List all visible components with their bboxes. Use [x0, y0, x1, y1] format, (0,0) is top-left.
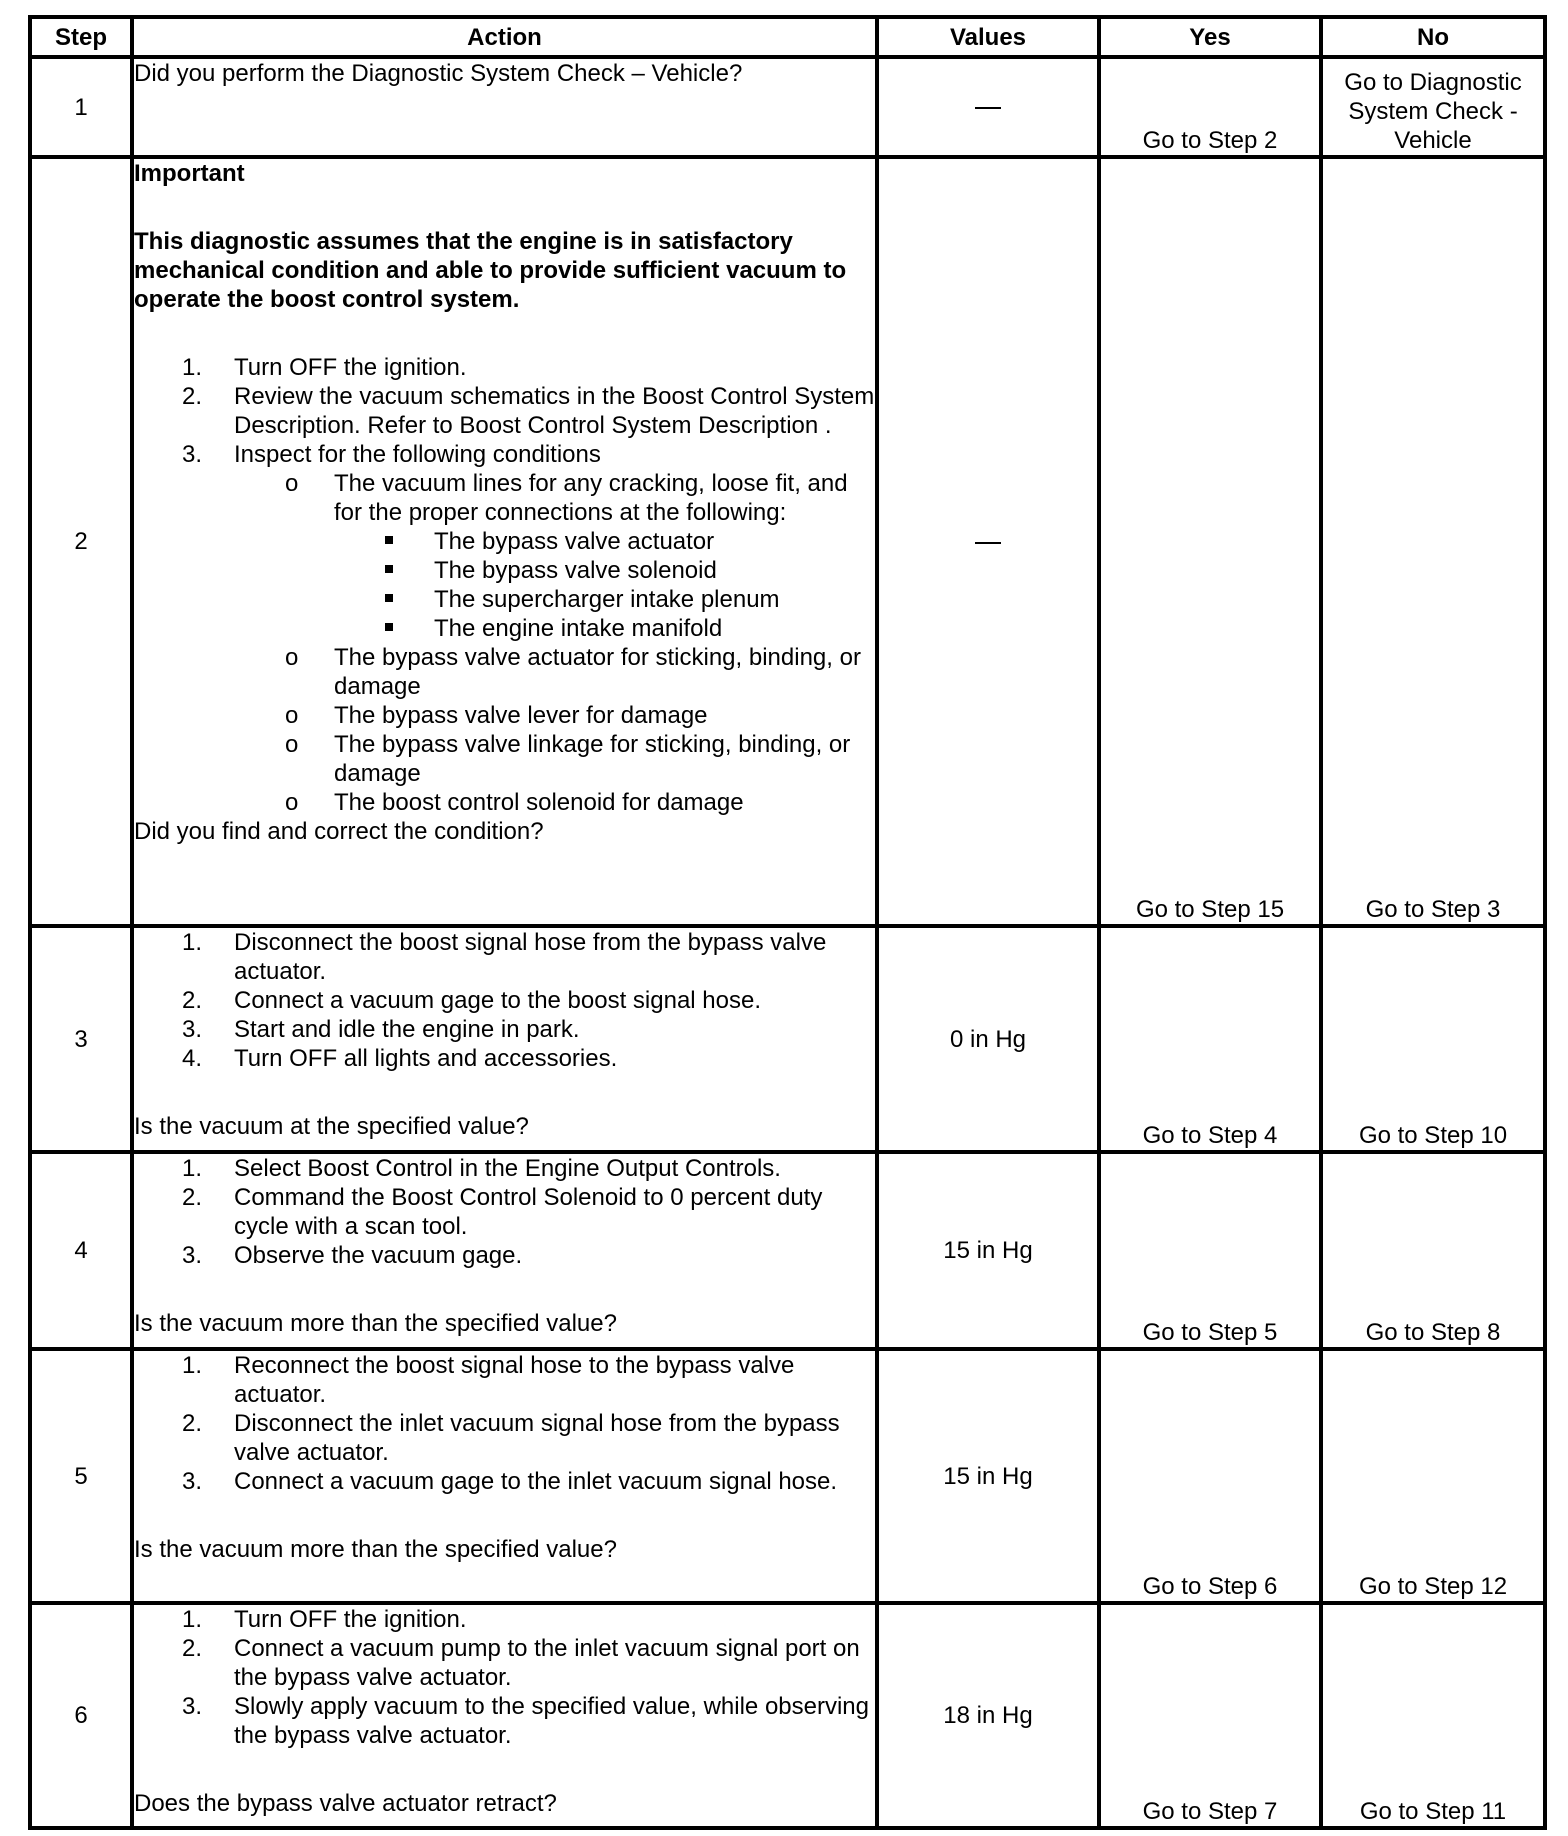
list-item: 2. Disconnect the inlet vacuum signal hose from the bypass valve actuator.: [182, 1410, 840, 1466]
action-list: [134, 1351, 875, 1496]
list-item: 1. Reconnect the boost signal hose to the bypass valve actuator.: [182, 1352, 795, 1408]
step-question: Did you perform the Diagnostic System Check – Vehicle?: [134, 60, 743, 87]
value-cell: 15 in Hg: [877, 1349, 1099, 1603]
value-cell: 0 in Hg: [877, 926, 1099, 1152]
connection-list: [334, 527, 875, 643]
list-item: The bypass valve actuator: [334, 527, 875, 556]
action-cell: [132, 157, 877, 926]
no-cell: Go to Diagnostic System Check - Vehicle: [1321, 57, 1545, 157]
table-row: [30, 1603, 1545, 1828]
list-item: The engine intake manifold: [334, 614, 875, 643]
step-number: 5: [30, 1349, 132, 1603]
yes-cell: Go to Step 15: [1099, 157, 1321, 926]
action-cell: [132, 57, 877, 157]
diagnostic-table: [28, 15, 1547, 1830]
value-cell: [877, 57, 1099, 157]
no-cell: Go to Step 11: [1321, 1603, 1545, 1828]
step-number: 6: [30, 1603, 132, 1828]
yes-cell: Go to Step 7: [1099, 1603, 1321, 1828]
header-values: Values: [877, 17, 1099, 57]
list-item: 2. Connect a vacuum pump to the inlet vacuum signal port on the bypass valve actuator.: [182, 1635, 860, 1691]
step-number: 1: [30, 57, 132, 157]
yes-cell: Go to Step 4: [1099, 926, 1321, 1152]
action-list: [134, 928, 875, 1073]
list-item: 1. Disconnect the boost signal hose from the bypass valve actuator.: [182, 929, 827, 985]
list-item: The supercharger intake plenum: [334, 585, 875, 614]
step-question: Is the vacuum at the specified value?: [134, 1113, 529, 1140]
step-number: 3: [30, 926, 132, 1152]
square-bullet-icon: [385, 594, 393, 602]
action-list: [134, 1154, 875, 1270]
square-bullet-icon: [385, 623, 393, 631]
header-row: [30, 17, 1545, 57]
table-row: [30, 157, 1545, 926]
no-cell: Go to Step 3: [1321, 157, 1545, 926]
list-item: o The boost control solenoid for damage: [285, 789, 744, 816]
list-item: o The bypass valve actuator for sticking, binding, or damage: [285, 644, 861, 700]
no-cell: Go to Step 8: [1321, 1152, 1545, 1349]
action-list: [134, 1605, 875, 1750]
list-item: 3. Start and idle the engine in park.: [182, 1016, 580, 1043]
square-bullet-icon: [385, 536, 393, 544]
list-item: 3. Slowly apply vacuum to the specified value, while observing the bypass valve actuator.: [182, 1693, 870, 1749]
step-question: Did you find and correct the condition?: [134, 818, 544, 845]
list-item: 2. Command the Boost Control Solenoid to 0 percent duty cycle with a scan tool.: [182, 1184, 823, 1240]
no-cell: Go to Step 10: [1321, 926, 1545, 1152]
no-cell: Go to Step 12: [1321, 1349, 1545, 1603]
list-item: o The bypass valve linkage for sticking, binding, or damage: [285, 731, 851, 787]
list-item: 3. Observe the vacuum gage.: [182, 1242, 523, 1269]
important-text: This diagnostic assumes that the engine is in satisfactory mechanical condition and able to provide sufficient vacuum to operate the boost control system.: [134, 228, 847, 313]
list-item: 1. Select Boost Control in the Engine Output Controls.: [182, 1155, 781, 1182]
action-cell: [132, 1349, 877, 1603]
table-row: [30, 57, 1545, 157]
list-item: o The bypass valve lever for damage: [285, 702, 708, 729]
header-step: Step: [30, 17, 132, 57]
step-number: 4: [30, 1152, 132, 1349]
square-bullet-icon: [385, 565, 393, 573]
dash-mark: [975, 107, 1001, 109]
action-cell: [132, 1603, 877, 1828]
table-row: [30, 1152, 1545, 1349]
action-cell: [132, 1152, 877, 1349]
value-cell: 18 in Hg: [877, 1603, 1099, 1828]
list-item: 2. Connect a vacuum gage to the boost signal hose.: [182, 987, 762, 1014]
table-row: [30, 1349, 1545, 1603]
list-item: 3. Inspect for the following conditions o The vacuum lines for any cracking, loose fit, and for the proper connections at the following: The bypass valve actuator The bypass valve solenoid The supercharger intake plenum The engine intake manifold o The bypass valve actuator for sticking, binding, or damage o The bypass valve lever for damage o The bypass valve linkage for sticking, binding, or damage o The boost control solenoid for damage: [134, 440, 875, 817]
value-cell: [877, 157, 1099, 926]
yes-cell: Go to Step 2: [1099, 57, 1321, 157]
list-item: 1. Turn OFF the ignition.: [182, 1606, 467, 1633]
action-cell: [132, 926, 877, 1152]
header-yes: Yes: [1099, 17, 1321, 57]
yes-cell: Go to Step 5: [1099, 1152, 1321, 1349]
step-question: Is the vacuum more than the specified value?: [134, 1536, 617, 1563]
list-item: 1. Turn OFF the ignition.: [182, 354, 467, 381]
list-item: 3. Connect a vacuum gage to the inlet vacuum signal hose.: [182, 1468, 838, 1495]
list-item: o The vacuum lines for any cracking, loose fit, and for the proper connections at the following: The bypass valve actuator The bypass valve solenoid The supercharger intake plenum The engine intake manifold: [234, 469, 875, 643]
important-title: Important: [134, 160, 245, 187]
action-list: [134, 353, 875, 817]
step-question: Does the bypass valve actuator retract?: [134, 1790, 557, 1817]
step-number: 2: [30, 157, 132, 926]
list-item: 4. Turn OFF all lights and accessories.: [182, 1045, 618, 1072]
yes-cell: Go to Step 6: [1099, 1349, 1321, 1603]
header-action: Action: [132, 17, 877, 57]
condition-list: [234, 469, 875, 817]
step-question: Is the vacuum more than the specified value?: [134, 1310, 617, 1337]
value-cell: 15 in Hg: [877, 1152, 1099, 1349]
list-item: 2. Review the vacuum schematics in the Boost Control System Description. Refer to Boost Control System Description .: [182, 383, 875, 439]
header-no: No: [1321, 17, 1545, 57]
list-item: The bypass valve solenoid: [334, 556, 875, 585]
dash-mark: [975, 542, 1001, 544]
table-row: [30, 926, 1545, 1152]
